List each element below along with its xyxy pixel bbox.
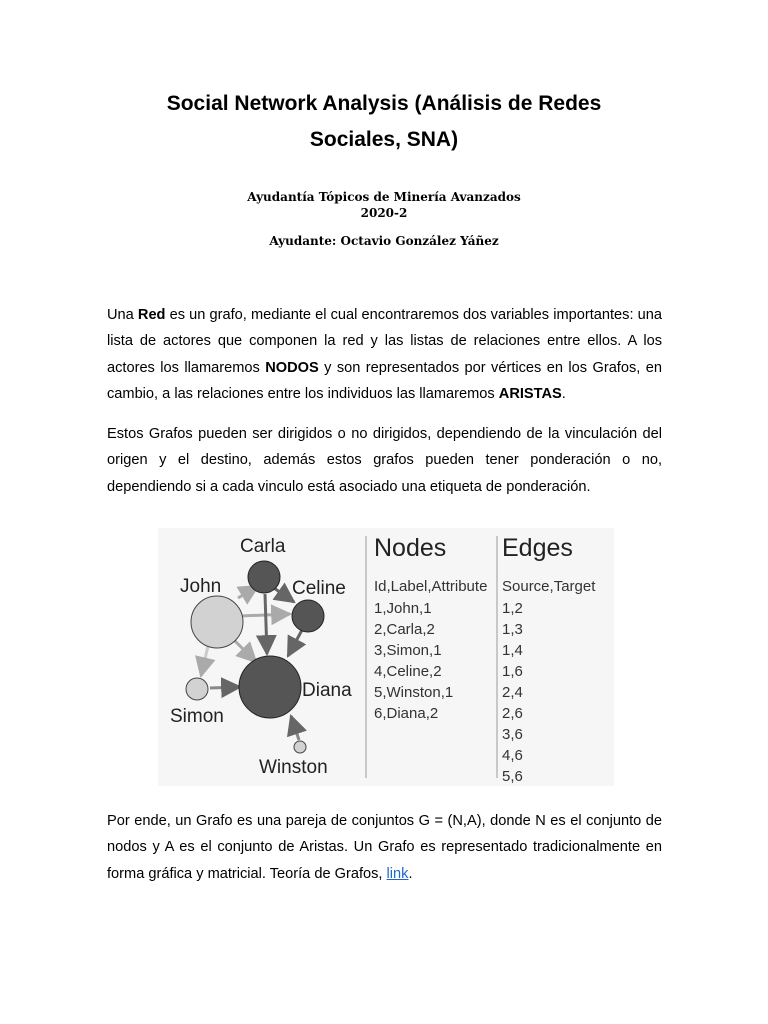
term: 2020-2 <box>360 206 408 220</box>
edge-john-simon <box>201 646 208 676</box>
node-celine <box>292 600 324 632</box>
network-figure <box>158 528 614 786</box>
edges-row: 1,2 <box>502 600 523 617</box>
label-simon: Simon <box>170 706 224 727</box>
p3-text: Por ende, un Grafo es una pareja de conjuntos G = (N,A), donde N es el conjunto de nodos y A es el conjunto de Aristas. Un Grafo es representado tradicionalmente en forma gráfica y matricial. Teoría de Grafos, <box>107 813 662 882</box>
nodes-header: Nodes <box>374 534 447 562</box>
node-john <box>191 596 243 648</box>
page-title <box>0 86 768 158</box>
assistant-name: Ayudante: Octavio González Yáñez <box>269 234 499 248</box>
title-line-1: Social Network Analysis (Análisis de Redes <box>166 92 602 115</box>
title-line-2: Sociales, SNA) <box>309 128 459 151</box>
edge-carla-diana <box>265 594 267 654</box>
term-aristas: ARISTAS <box>498 386 562 403</box>
label-diana: Diana <box>302 680 352 701</box>
edge-simon-diana <box>210 687 240 688</box>
node-carla <box>248 561 280 593</box>
label-carla: Carla <box>240 536 286 557</box>
nodes-row: 5,Winston,1 <box>374 684 454 701</box>
term-red: Red <box>137 307 166 323</box>
p1-text-1: Una <box>107 307 138 323</box>
label-john: John <box>180 576 222 597</box>
edges-row: 2,4 <box>502 684 523 701</box>
paragraph-graph-types: Estos Grafos pueden ser dirigidos o no dirigidos, dependiendo de la vinculación del origen y el destino, además estos grafos pueden tener ponderación o no, dependiendo si a cada vinculo está asociado una etiqueta de ponderación. <box>107 426 662 495</box>
edge-carla-celine <box>274 588 294 602</box>
edges-row: 2,6 <box>502 705 523 722</box>
nodes-row: 6,Diana,2 <box>374 705 439 722</box>
edges-header: Edges <box>502 534 573 562</box>
edges-row: 1,4 <box>502 642 523 659</box>
node-diana <box>239 656 301 718</box>
paragraph-intro <box>107 302 662 408</box>
p1-text-2: es un grafo, mediante el cual encontraremos dos variables importantes: una lista de actores que componen la red y las listas de relaciones entre ellos. A los actores los llamaremos <box>107 307 662 376</box>
label-winston: Winston <box>259 757 328 778</box>
course-name: Ayudantía Tópicos de Minería Avanzados <box>247 190 521 204</box>
edges-row: 5,6 <box>502 768 523 785</box>
label-celine: Celine <box>292 578 346 599</box>
edges-row: 3,6 <box>502 726 523 743</box>
nodes-row: 3,Simon,1 <box>374 642 442 659</box>
edge-celine-diana <box>288 630 302 656</box>
nodes-row: 2,Carla,2 <box>374 621 435 638</box>
network-graph-svg <box>158 528 614 786</box>
edge-john-diana <box>232 638 256 662</box>
p1-text-3: y son representados por vértices en los Grafos, en cambio, a las relaciones entre los individuos las llamaremos <box>107 359 662 403</box>
edges-row: 4,6 <box>502 747 523 764</box>
node-simon <box>186 678 208 700</box>
edge-winston-diana <box>291 716 299 740</box>
p3-end: . <box>408 865 413 882</box>
edges-row: 1,3 <box>502 621 523 638</box>
edges-columns: Source,Target <box>502 578 596 595</box>
nodes-row: 1,John,1 <box>374 600 432 617</box>
nodes-columns: Id,Label,Attribute <box>374 578 488 595</box>
graph-theory-link[interactable]: link <box>386 865 409 882</box>
term-nodos: NODOS <box>265 359 319 376</box>
nodes-row: 4,Celine,2 <box>374 663 442 680</box>
node-winston <box>294 741 306 753</box>
paragraph-graph-definition <box>107 808 662 887</box>
p1-text-4: . <box>561 386 566 403</box>
edges-row: 1,6 <box>502 663 523 680</box>
